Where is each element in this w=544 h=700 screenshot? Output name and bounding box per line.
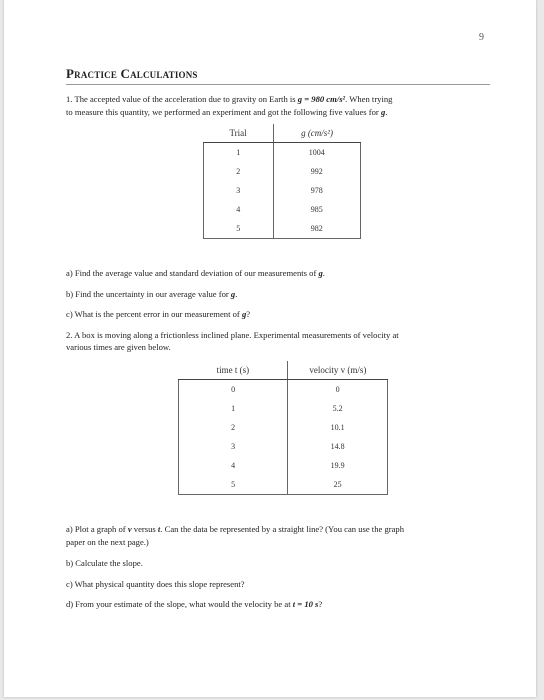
table1-header-g: g (cm/s²): [273, 124, 360, 143]
table-cell: 0: [179, 380, 288, 400]
p1-qa-suffix: .: [322, 268, 325, 278]
problem2-statement-line1: 2. A box is moving along a frictionless inclined plane. Experimental measurements of velocity at: [66, 330, 399, 340]
table-row: [204, 162, 361, 181]
table2-header-time: time t (s): [179, 361, 288, 380]
p1-qb-var: g: [230, 289, 236, 299]
table-cell: 2: [179, 418, 288, 437]
table-row: [204, 200, 361, 219]
p1-qc-text: c) What is the percent error in our measurement of: [66, 309, 242, 319]
table-row: [179, 399, 388, 418]
p2-question-c: c) What physical quantity does this slope represent?: [66, 579, 245, 589]
p1-qc-suffix: ?: [246, 309, 251, 319]
table-cell: 1: [179, 399, 288, 418]
p1-line2-text: to measure this quantity, we performed an experiment and got the following five values for: [66, 107, 381, 117]
p2-qa-text3: . Can the data be represented by a straight line? (You can use the graph: [160, 524, 405, 534]
table-cell: 25: [288, 475, 388, 495]
table-row: [179, 437, 388, 456]
table-cell: 10.1: [288, 418, 388, 437]
p2-qd-suffix: ?: [318, 599, 323, 609]
table-cell: 2: [204, 162, 274, 181]
p2-question-a-line2: paper on the next page.): [66, 537, 149, 547]
table2-header-velocity: velocity v (m/s): [288, 361, 388, 380]
p1-question-a: [66, 268, 325, 278]
table-cell: 985: [273, 200, 360, 219]
table1-header-trial: Trial: [204, 124, 274, 143]
table-row: [204, 181, 361, 200]
gravity-table: [203, 124, 361, 239]
table-cell: 4: [179, 456, 288, 475]
p1-qc-var: g: [241, 309, 247, 319]
p2-question-b: b) Calculate the slope.: [66, 558, 143, 568]
table-cell: 5.2: [288, 399, 388, 418]
problem1-statement-line2: [66, 107, 486, 118]
p1-qa-text: a) Find the average value and standard deviation of our measurements of: [66, 268, 319, 278]
table-row: [204, 219, 361, 239]
table-cell: 5: [179, 475, 288, 495]
table-cell: 14.8: [288, 437, 388, 456]
p2-qd-text: d) From your estimate of the slope, what would the velocity be at: [66, 599, 293, 609]
p1-gravity-formula: g = 980 cm/s²: [297, 94, 346, 104]
problem1-statement-line1: [66, 94, 486, 105]
p1-question-c: [66, 309, 250, 319]
heading-divider: [66, 84, 490, 85]
p1-line2-suffix: .: [385, 107, 388, 117]
velocity-table: [178, 361, 388, 495]
p2-qd-formula: t = 10 s: [292, 599, 319, 609]
problem2-statement-line2: various times are given below.: [66, 342, 171, 352]
table-cell: 19.9: [288, 456, 388, 475]
table-cell: 5: [204, 219, 274, 239]
p2-qa-var-t: t: [157, 524, 161, 534]
table-row: [179, 418, 388, 437]
p2-qa-text2: versus: [131, 524, 158, 534]
table-cell: 982: [273, 219, 360, 239]
p2-qa-text1: a) Plot a graph of: [66, 524, 128, 534]
table-row: [179, 380, 388, 400]
p1-qa-var: g: [318, 268, 323, 278]
p2-question-d: [66, 599, 322, 609]
table-cell: 3: [179, 437, 288, 456]
table-cell: 1004: [273, 143, 360, 163]
document-page: [4, 0, 536, 697]
p1-question-b: [66, 289, 237, 299]
p1-qb-suffix: .: [235, 289, 238, 299]
table-cell: 3: [204, 181, 274, 200]
table-cell: 1: [204, 143, 274, 163]
p1-line1-suffix: . When trying: [345, 94, 393, 104]
section-heading: Practice Calculations: [66, 66, 198, 81]
table-row: [179, 456, 388, 475]
p2-qa-var-v: v: [127, 524, 132, 534]
table-cell: 978: [273, 181, 360, 200]
table-cell: 0: [288, 380, 388, 400]
table-row: [204, 143, 361, 163]
p1-line2-var: g: [380, 107, 386, 117]
p1-qb-text: b) Find the uncertainty in our average value for: [66, 289, 231, 299]
table-cell: 992: [273, 162, 360, 181]
p1-line1-text: 1. The accepted value of the acceleration due to gravity on Earth is: [66, 94, 298, 104]
table-cell: 4: [204, 200, 274, 219]
p2-question-a-line1: [66, 524, 404, 534]
table-row: [179, 475, 388, 495]
page-number: 9: [479, 32, 484, 43]
